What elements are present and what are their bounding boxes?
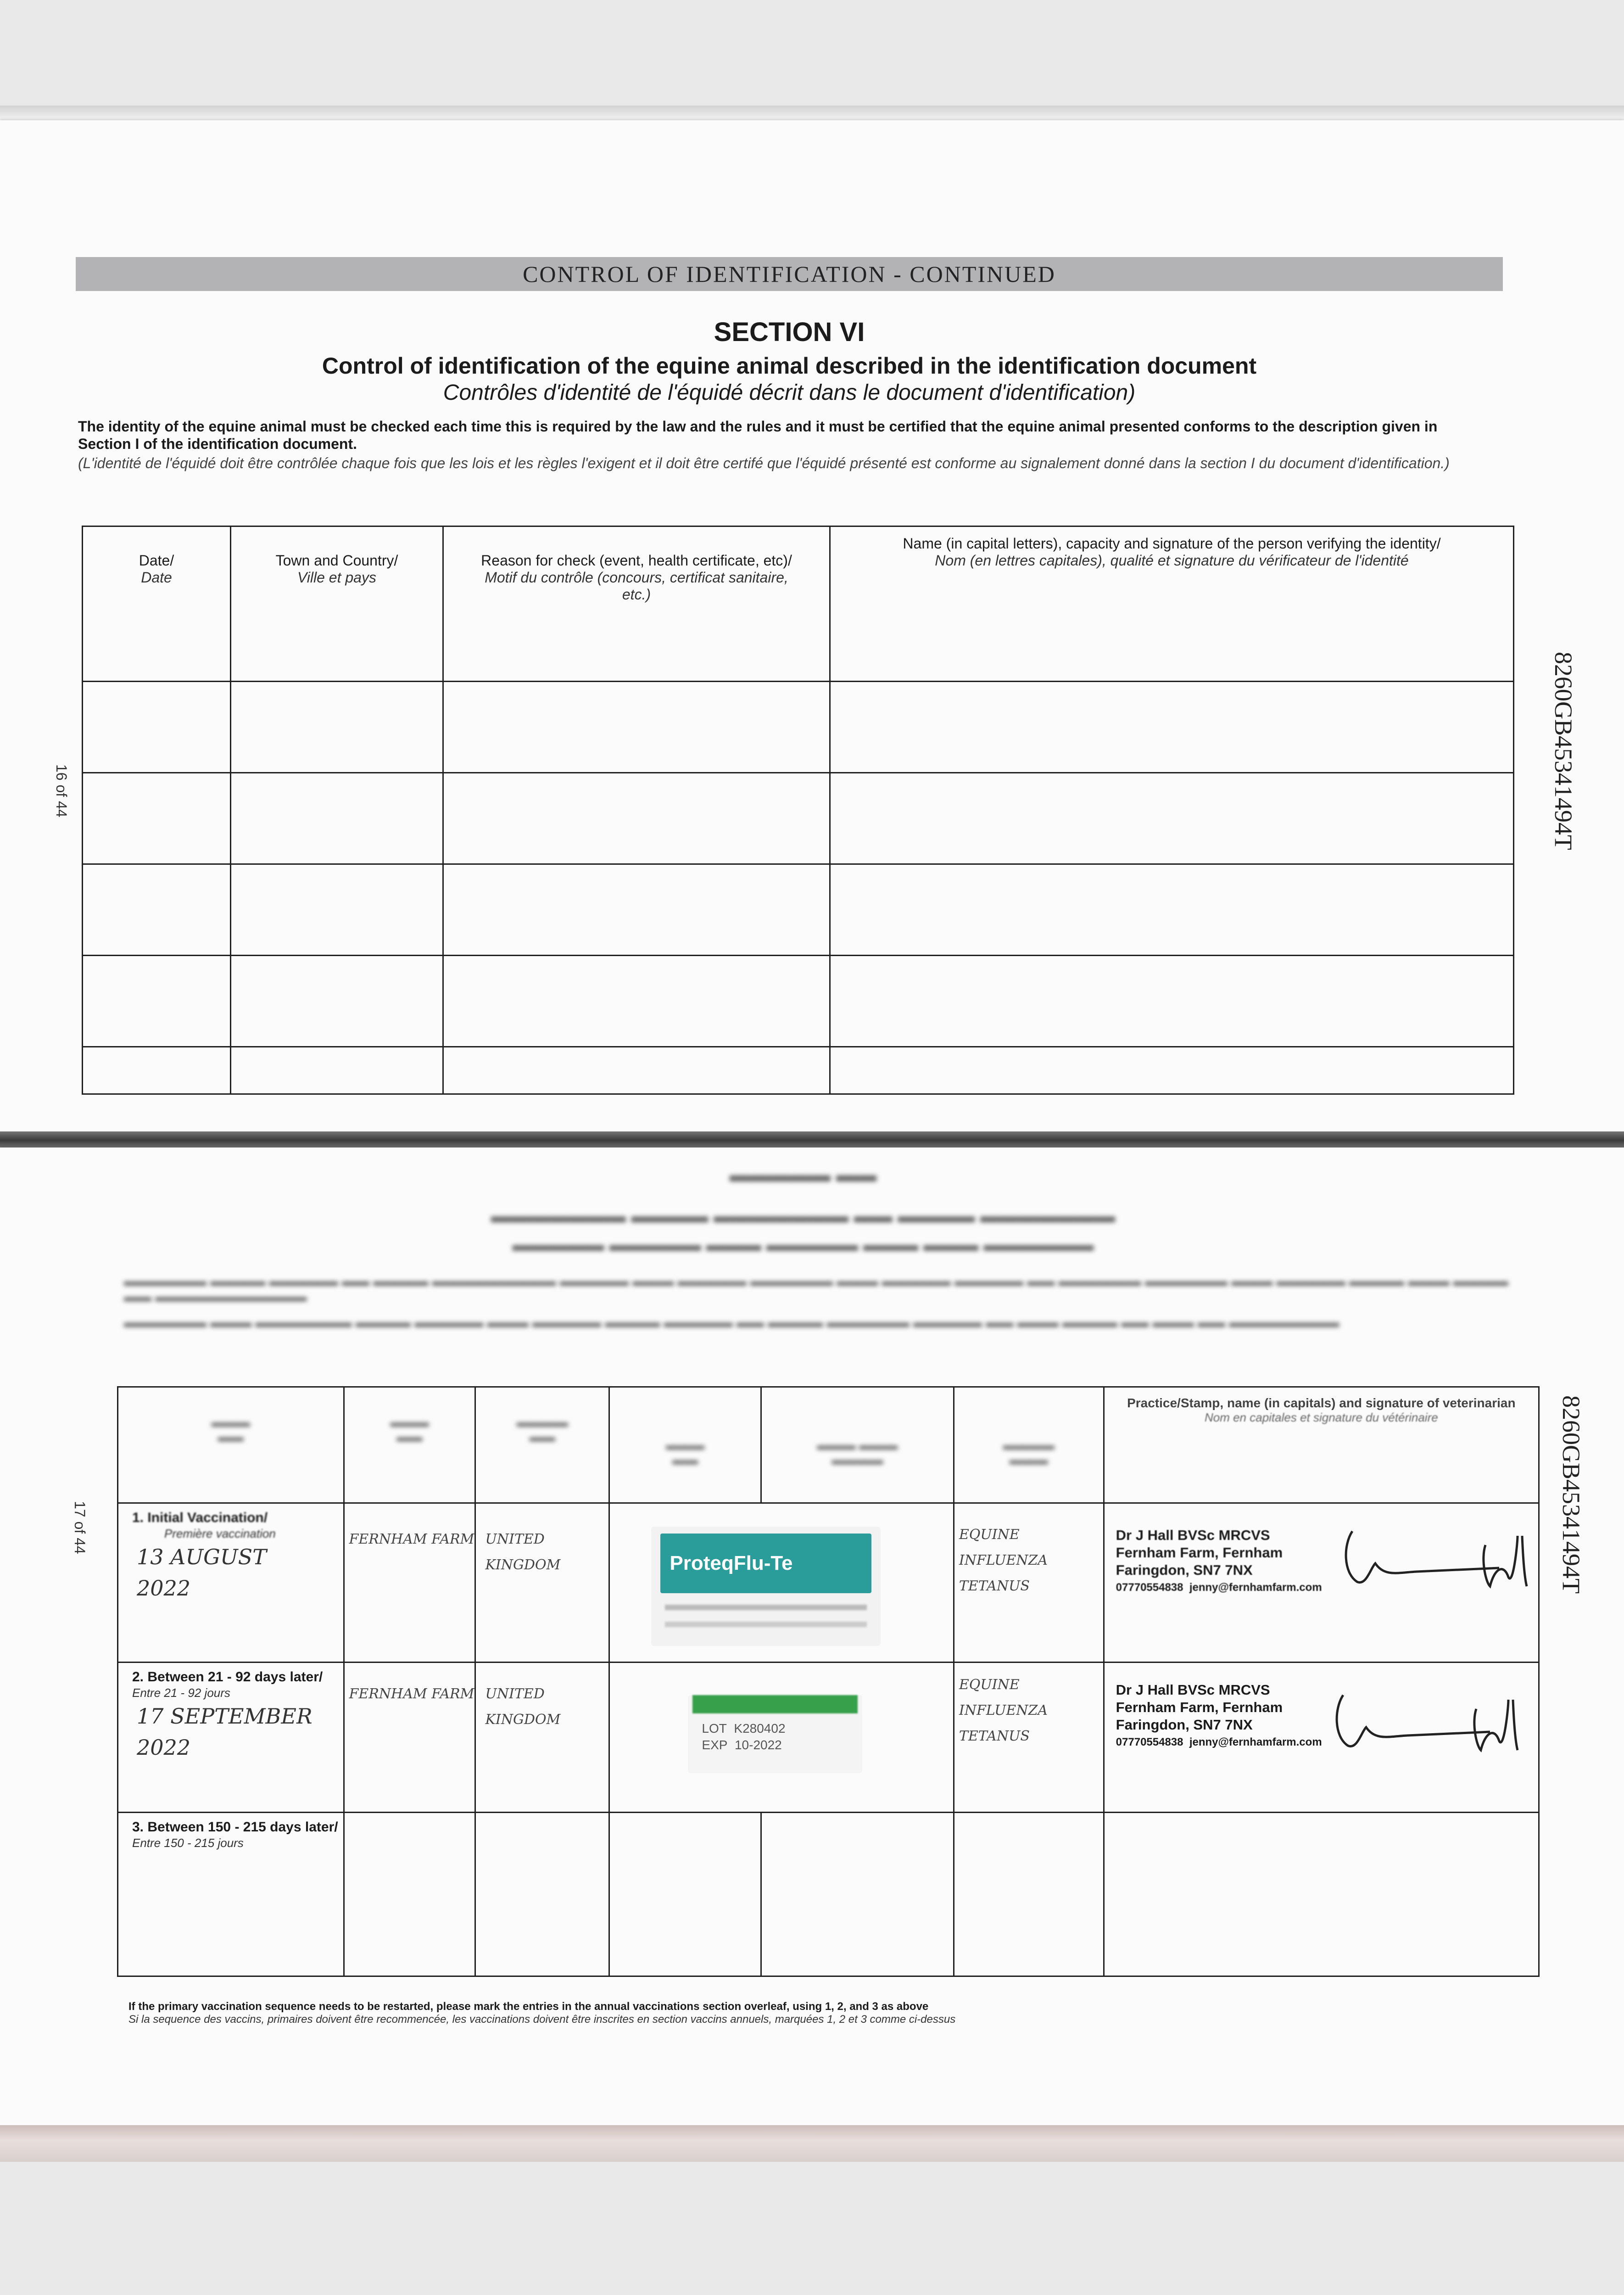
instruction-english: The identity of the equine animal must be checked each time this is required by the law and the rules and it must be certified that the equine animal presented conforms to the description given in Section I of the identification document. [78, 418, 1438, 452]
table-row [118, 1503, 1539, 1662]
vaccination-label-cell[interactable]: 2. Between 21 - 92 days later/ Entre 21 - 92 jours 17 SEPTEMBER 2022 [118, 1662, 344, 1813]
vet-signature [1334, 1517, 1545, 1600]
vaccine-name-cell[interactable] [609, 1813, 761, 1976]
vaccine-expiry: 10-2022 [734, 1738, 782, 1752]
col-disease: ▬▬▬▬ ▬▬▬ [954, 1387, 1104, 1503]
vet-signature [1325, 1681, 1536, 1764]
cell[interactable] [83, 1047, 231, 1094]
veterinarian-cell[interactable] [1104, 1813, 1539, 1976]
cell[interactable] [443, 1047, 830, 1094]
veterinarian-cell[interactable] [1104, 1503, 1539, 1662]
heading-french: Contrôles d'identité de l'équidé décrit dans le document d'identification) [443, 381, 1136, 405]
col-date: ▬▬▬ ▬▬ [118, 1387, 344, 1503]
vaccine-name-label: ProteqFlu-Te [660, 1534, 871, 1593]
vaccine-batch: K280402 [734, 1721, 786, 1735]
vaccine-cell[interactable] [609, 1503, 954, 1662]
table-row [118, 1813, 1539, 1976]
disease-cell[interactable]: EQUINE INFLUENZA TETANUS [954, 1503, 1104, 1662]
document-id-top: 8260GB45341494T [1550, 652, 1577, 850]
country-cell[interactable]: UNITED KINGDOM [475, 1662, 609, 1813]
col-batch-number: ▬▬▬ ▬▬▬ ▬▬▬▬ [761, 1387, 954, 1503]
identification-check-table [82, 526, 1514, 1095]
cell[interactable] [443, 682, 830, 773]
vaccination-label-cell[interactable]: 1. Initial Vaccination/ Première vaccination 13 AUGUST 2022 [118, 1503, 344, 1662]
vaccine-cell[interactable] [609, 1662, 954, 1813]
table-row [83, 682, 1514, 773]
cell[interactable] [83, 682, 231, 773]
date-handwritten: 13 AUGUST 2022 [137, 1545, 267, 1601]
disease-cell[interactable]: EQUINE INFLUENZA TETANUS [954, 1662, 1104, 1813]
date-handwritten: 17 SEPTEMBER 2022 [137, 1704, 313, 1760]
cell[interactable] [830, 773, 1514, 864]
footnote-french: Si la sequence des vaccins, primaires doivent être recommencée, les vaccinations doivent être inscrites en section vaccins annuels, marquées 1, 2 et 3 comme ci-dessus [128, 2013, 956, 2026]
country-cell[interactable]: UNITED KINGDOM [475, 1503, 609, 1662]
table-row [83, 1047, 1514, 1094]
blurred-heading: ▬▬▬▬▬▬▬ ▬▬▬▬ ▬▬▬▬▬▬▬ ▬▬ ▬▬▬▬ ▬▬▬▬▬▬▬ [491, 1205, 1116, 1226]
table-row [83, 956, 1514, 1047]
cell[interactable] [830, 864, 1514, 956]
blurred-section-title: ▬▬▬▬▬ ▬▬ [729, 1164, 877, 1186]
place-cell[interactable]: FERNHAM FARM [344, 1662, 475, 1813]
cell[interactable] [231, 864, 443, 956]
blurred-paragraph: ▬▬▬▬▬▬ ▬▬▬▬ ▬▬▬▬▬ ▬▬ ▬▬▬▬ ▬▬▬▬▬▬▬▬▬ ▬▬▬▬▬ ▬▬▬ ▬▬▬▬▬ ▬▬▬▬▬▬ ▬▬▬ ▬▬▬▬▬ ▬▬▬▬▬ ▬▬ ▬▬▬▬▬▬ ▬▬▬▬▬▬ ▬▬▬ ▬▬▬▬▬ ▬▬▬▬ ▬▬▬ ▬▬▬▬ ▬▬ ▬▬▬▬▬▬▬▬▬▬▬ [124, 1274, 1508, 1304]
col-reason: Reason for check (event, health certificate, etc)/ Motif du contrôle (concours, certificat sanitaire, etc.) [443, 526, 830, 682]
page-edge-bottom [0, 2125, 1624, 2162]
cell[interactable] [830, 1047, 1514, 1094]
col-veterinarian: Practice/Stamp, name (in capitals) and signature of veterinarian Nom en capitales et signature du vétérinaire [1104, 1387, 1539, 1503]
section-title: SECTION VI [714, 317, 865, 347]
footnote-english: If the primary vaccination sequence needs to be restarted, please mark the entries in the annual vaccinations section overleaf, using 1, 2, and 3 as above [128, 2000, 929, 2013]
blurred-heading-french: ▬▬▬▬▬ ▬▬▬▬▬ ▬▬▬ ▬▬▬▬▬ ▬▬▬ ▬▬▬ ▬▬▬▬▬▬ [512, 1235, 1094, 1255]
col-town-country: Town and Country/ Ville et pays [231, 526, 443, 682]
cell[interactable] [231, 956, 443, 1047]
cell[interactable] [231, 1047, 443, 1094]
cell[interactable] [83, 773, 231, 864]
col-country: ▬▬▬▬ ▬▬ [475, 1387, 609, 1503]
heading-english: Control of identification of the equine animal described in the identification document [322, 353, 1257, 379]
cell[interactable] [443, 956, 830, 1047]
cell[interactable] [443, 864, 830, 956]
col-date: Date/ Date [83, 526, 231, 682]
col-place: ▬▬▬ ▬▬ [344, 1387, 475, 1503]
cell[interactable] [830, 682, 1514, 773]
vet-stamp: Dr J Hall BVSc MRCVS Fernham Farm, Fernham Faringdon, SN7 7NX 07770554838 jenny@fernhamfarm.com [1116, 1682, 1322, 1748]
country-cell[interactable] [475, 1813, 609, 1976]
table-row [83, 864, 1514, 956]
document-id-bottom: 8260GB45341494T [1557, 1395, 1585, 1594]
table-header-row [118, 1387, 1539, 1503]
section-banner-title: CONTROL OF IDENTIFICATION - CONTINUED [523, 261, 1056, 287]
page-number-top: 16 of 44 [53, 764, 70, 817]
place-cell[interactable] [344, 1813, 475, 1976]
disease-cell[interactable] [954, 1813, 1104, 1976]
instruction-french: (L'identité de l'équidé doit être contrôlée chaque fois que les lois et les règles l'exigent et il doit être certifé que l'équidé présenté est conforme au signalement donné dans la section I du document d'identification.) [78, 455, 1450, 471]
cell[interactable] [83, 864, 231, 956]
cell[interactable] [443, 773, 830, 864]
place-cell[interactable]: FERNHAM FARM [344, 1503, 475, 1662]
page-edge-top [0, 106, 1624, 121]
vaccination-table [117, 1386, 1540, 1977]
col-vaccine-name: ▬▬▬ ▬▬ [609, 1387, 761, 1503]
cell[interactable] [231, 682, 443, 773]
batch-cell[interactable] [761, 1813, 954, 1976]
cell[interactable] [83, 956, 231, 1047]
page-number-bottom: 17 of 44 [72, 1501, 88, 1554]
vaccine-sticker: LOT K280402 EXP 10-2022 [688, 1695, 862, 1773]
vaccine-sticker [651, 1527, 881, 1646]
table-row [118, 1662, 1539, 1813]
col-verifier: Name (in capital letters), capacity and signature of the person verifying the identity/ Nom (en lettres capitales), qualité et signature du vérificateur de l'identité [830, 526, 1514, 682]
cell[interactable] [830, 956, 1514, 1047]
blurred-paragraph-french: ▬▬▬▬▬▬ ▬▬▬ ▬▬▬▬▬▬▬ ▬▬▬▬ ▬▬▬▬▬ ▬▬▬ ▬▬▬▬▬ ▬▬▬▬ ▬▬▬▬▬ ▬▬ ▬▬▬▬ ▬▬▬▬▬▬ ▬▬▬▬▬ ▬▬ ▬▬▬ ▬▬▬▬ ▬▬ ▬▬▬ ▬▬ ▬▬▬▬▬▬▬▬ [124, 1315, 1339, 1330]
table-row [83, 773, 1514, 864]
vaccination-label-cell[interactable]: 3. Between 150 - 215 days later/ Entre 150 - 215 jours [118, 1813, 344, 1976]
vet-stamp: Dr J Hall BVSc MRCVS Fernham Farm, Fernham Faringdon, SN7 7NX 07770554838 jenny@fernhamfarm.com [1116, 1527, 1322, 1594]
table-header-row [83, 526, 1514, 682]
veterinarian-cell[interactable] [1104, 1662, 1539, 1813]
cell[interactable] [231, 773, 443, 864]
